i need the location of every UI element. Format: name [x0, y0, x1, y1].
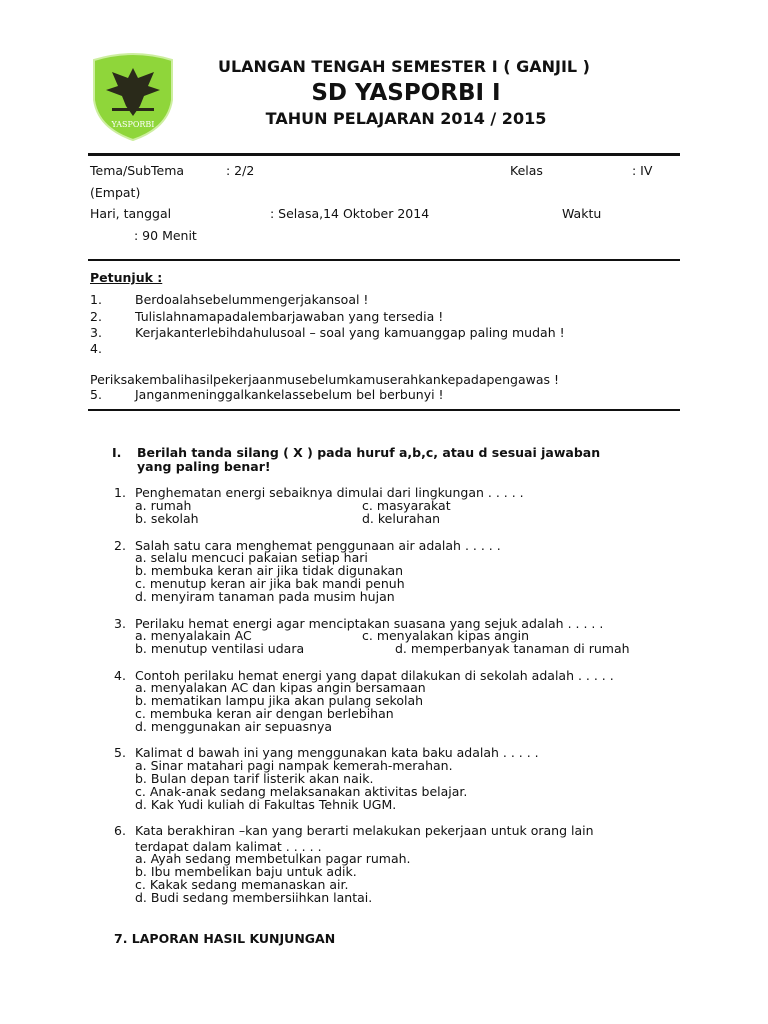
waktu-value: : 90 Menit	[134, 228, 197, 243]
option-b: b. Ibu membelikan baju untuk adik.	[135, 864, 357, 879]
option-b: b. menutup ventilasi udara	[135, 641, 305, 656]
option-b: b. sekolah	[135, 511, 199, 526]
option-a: a. Ayah sedang membetulkan pagar rumah.	[135, 851, 411, 866]
section-instruction: yang paling benar!	[137, 459, 271, 474]
question-text: Perilaku hemat energi agar menciptakan suasana yang sejuk adalah . . . . .	[135, 616, 604, 631]
question-number: 6.	[114, 823, 126, 838]
section-7-title: 7. LAPORAN HASIL KUNJUNGAN	[114, 931, 336, 946]
option-b: b. mematikan lampu jika akan pulang sekolah	[135, 693, 424, 708]
petunjuk-item: Periksakembalihasilpekerjaanmusebelumkamuserahkankepadapengawas !	[90, 372, 560, 387]
option-b: b. membuka keran air jika tidak digunakan	[135, 563, 404, 578]
option-d: d. kelurahan	[362, 511, 441, 526]
petunjuk-num: 4.	[90, 341, 102, 356]
petunjuk-item: Berdoalahsebelummengerjakansoal !	[135, 292, 369, 307]
section-instruction: Berilah tanda silang ( X ) pada huruf a,b,c, atau d sesuai jawaban	[137, 445, 601, 460]
petunjuk-num: 5.	[90, 387, 102, 402]
option-a: a. rumah	[135, 498, 192, 513]
hari-label: Hari, tanggal	[90, 206, 172, 221]
question-number: 1.	[114, 485, 126, 500]
option-b: b. Bulan depan tarif listerik akan naik.	[135, 771, 374, 786]
option-c: c. masyarakat	[362, 498, 451, 513]
option-a: a. Sinar matahari pagi nampak kemerah-merahan.	[135, 758, 453, 773]
question-number: 3.	[114, 616, 126, 631]
option-a: a. menyalakain AC	[135, 628, 252, 643]
question-text: Penghematan energi sebaiknya dimulai dari lingkungan . . . . .	[135, 485, 524, 500]
question-number: 4.	[114, 668, 126, 683]
option-a: a. selalu mencuci pakaian setiap hari	[135, 550, 368, 565]
option-d: d. menggunakan air sepuasnya	[135, 719, 333, 734]
divider	[88, 409, 680, 411]
petunjuk-item: Janganmeninggalkankelassebelum bel berbunyi !	[135, 387, 444, 402]
option-d: d. menyiram tanaman pada musim hujan	[135, 589, 395, 604]
petunjuk-item: Tulislahnamapadalembarjawaban yang tersedia !	[135, 309, 444, 324]
section-number: I.	[112, 445, 122, 460]
kelas-label: Kelas	[510, 163, 543, 178]
question-text-cont: terdapat dalam kalimat . . . . .	[135, 839, 322, 854]
kelas-value: : IV	[632, 163, 653, 178]
tema-value: : 2/2	[226, 163, 255, 178]
hari-value: : Selasa,14 Oktober 2014	[270, 206, 430, 221]
question-text: Kalimat d bawah ini yang menggunakan kata baku adalah . . . . .	[135, 745, 539, 760]
question-text: Contoh perilaku hemat energi yang dapat dilakukan di sekolah adalah . . . . .	[135, 668, 614, 683]
petunjuk-num: 3.	[90, 325, 102, 340]
option-c: c. Kakak sedang memanaskan air.	[135, 877, 349, 892]
kelas-value-cont: (Empat)	[90, 185, 141, 200]
option-d: d. Kak Yudi kuliah di Fakultas Tehnik UGM.	[135, 797, 397, 812]
option-c: c. menyalakan kipas angin	[362, 628, 530, 643]
option-d: d. Budi sedang membersiihkan lantai.	[135, 890, 373, 905]
option-c: c. Anak-anak sedang melaksanakan aktivitas belajar.	[135, 784, 468, 799]
tema-label: Tema/SubTema	[90, 163, 185, 178]
question-number: 5.	[114, 745, 126, 760]
option-c: c. menutup keran air jika bak mandi penuh	[135, 576, 405, 591]
exam-title: ULANGAN TENGAH SEMESTER I ( GANJIL )	[217, 57, 590, 76]
school-name: SD YASPORBI I	[311, 80, 501, 106]
petunjuk-num: 2.	[90, 309, 102, 324]
petunjuk-item: Kerjakanterlebihdahulusoal – soal yang kamuanggap paling mudah !	[135, 325, 565, 340]
question-text: Kata berakhiran –kan yang berarti melakukan pekerjaan untuk orang lain	[135, 823, 594, 838]
waktu-label: Waktu	[562, 206, 602, 221]
petunjuk-title: Petunjuk :	[90, 270, 163, 285]
petunjuk-num: 1.	[90, 292, 102, 307]
option-d: d. memperbanyak tanaman di rumah	[395, 641, 630, 656]
divider	[88, 259, 680, 261]
question-number: 2.	[114, 538, 126, 553]
question-text: Salah satu cara menghemat penggunaan air adalah . . . . .	[135, 538, 501, 553]
option-a: a. menyalakan AC dan kipas angin bersamaan	[135, 680, 426, 695]
divider	[88, 153, 680, 156]
option-c: c. membuka keran air dengan berlebihan	[135, 706, 394, 721]
svg-text:YASPORBI: YASPORBI	[111, 120, 155, 129]
academic-year: TAHUN PELAJARAN 2014 / 2015	[265, 109, 547, 128]
